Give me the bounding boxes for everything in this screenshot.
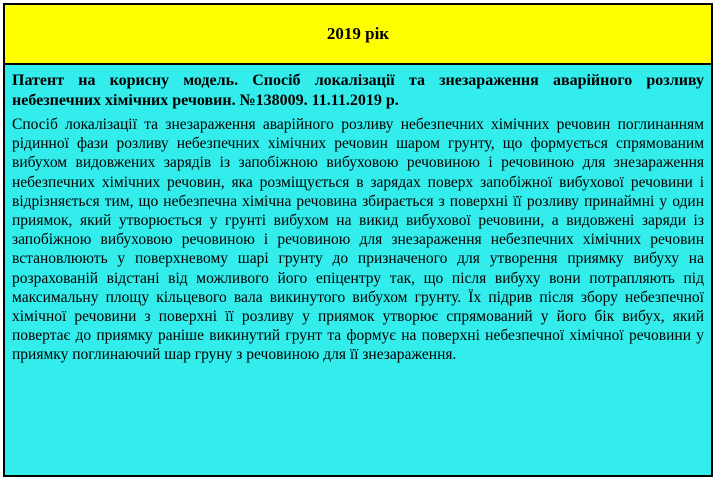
- patent-title: Патент на корисну модель. Спосіб локалізації та знезараження аварійного розливу небезпечних хімічних речовин. №138009. 11.11.2019 р.: [12, 72, 704, 109]
- year-header: [5, 5, 711, 65]
- patent-description: Спосіб локалізації та знезараження аварійного розливу небезпечних хімічних речовин поглинанням рідинної фази розливу небезпечних хімічних речовин шаром грунту, що формується спрямованим вибухом видовжених зарядів із запобіжною вибуховою речовиною і речовиною для знезараження небезпечних хімічних речовин, яка розміщується в зарядах поверх запобіжної вибухової речовини і відрізняється тим, що небезпечна хімічна речовина збирається з поверхні її розливу принаймні у один приямок, який утворюється у грунті вибухом на викид вибухової речовини, а видовжені заряди із запобіжною вибуховою речовиною і речовиною для знезараження небезпечних хімічних речовин встановлюють у поверхневому шарі грунту до призначеного для утворення приямку вибуху на розрахованій відстані від можливого його епіцентру так, що після вибуху вони потрапляють під максимальну площу кільцевого вала викинутого вибухом грунту. Їх підрив після збору небезпечної хімічної речовини з поверхні її розливу у приямок утворює спрямований у його бік вибух, який повертає до приямку раніше викинутий грунт та формує на поверхні небезпечної хімічної речовини у приямку поглинаючий шар груну з речовиною для її знезараження.: [12, 116, 704, 364]
- patent-table: [3, 3, 713, 477]
- year-label: 2019 рік: [326, 24, 390, 43]
- patent-content: [5, 65, 711, 475]
